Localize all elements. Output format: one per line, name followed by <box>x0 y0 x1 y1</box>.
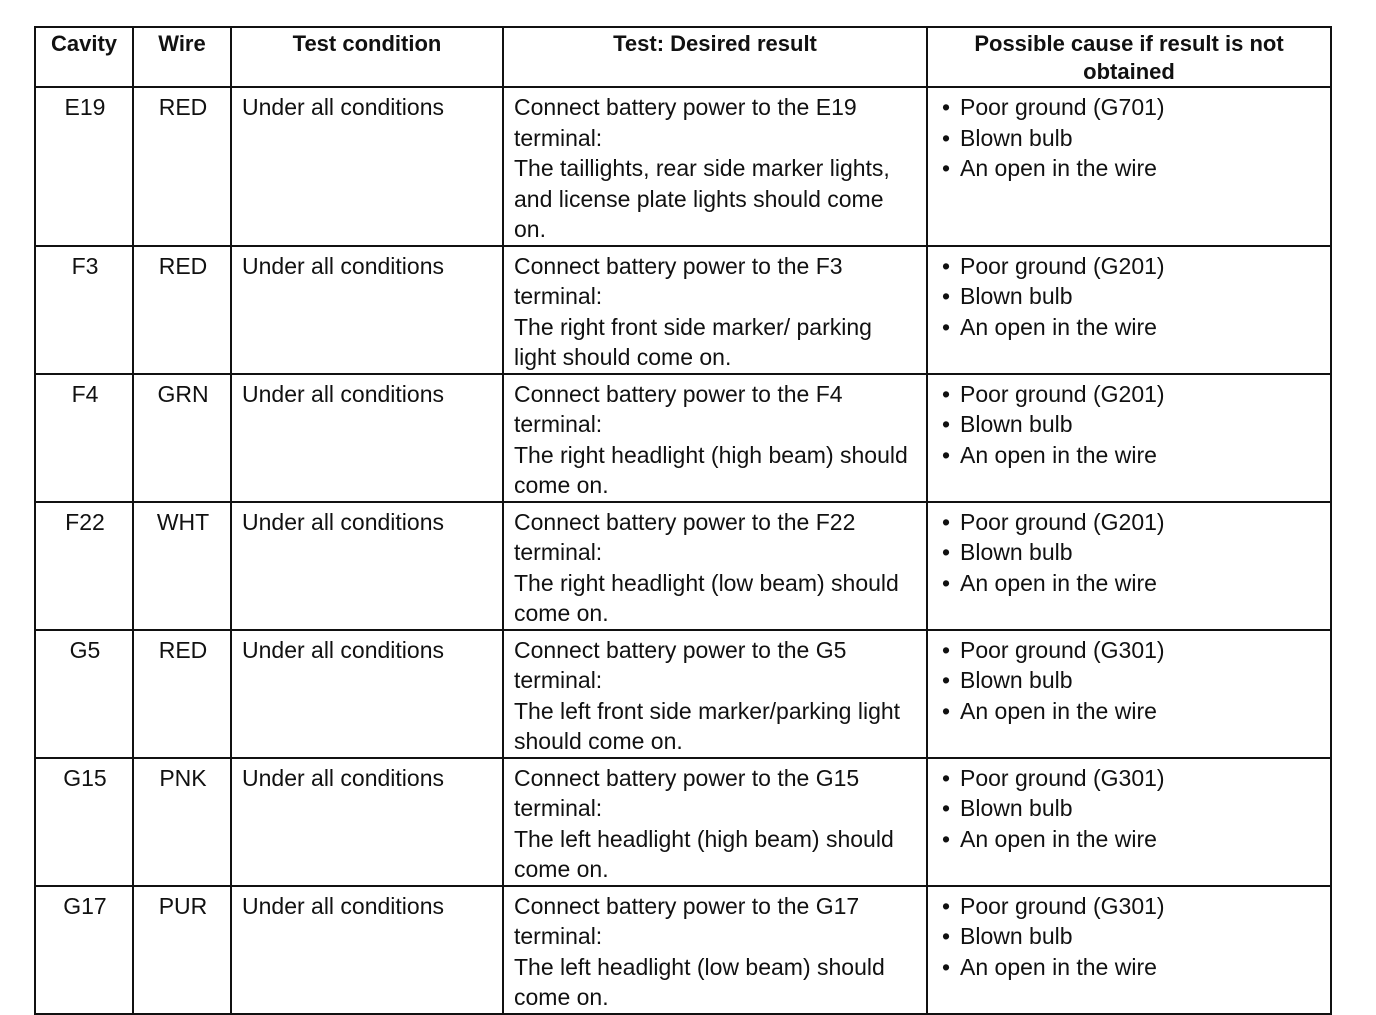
table-body <box>35 87 1331 1014</box>
cause-item: • Blown bulb <box>938 793 1322 824</box>
result-instruction: Connect battery power to the G5 terminal: <box>514 636 847 693</box>
wire-color-cell: GRN <box>133 374 231 502</box>
result-expectation: The left headlight (low beam) should come on. <box>514 953 885 1010</box>
result-expectation: The right headlight (low beam) should come on. <box>514 569 899 626</box>
header-desired-result: Test: Desired result <box>503 27 927 87</box>
result-expectation: The left front side marker/parking light should come on. <box>514 697 901 754</box>
cause-item: • Blown bulb <box>938 537 1322 568</box>
test-condition-cell: Under all conditions <box>231 246 503 374</box>
cause-list <box>938 92 1322 184</box>
cause-list <box>938 635 1322 727</box>
cavity-cell: G15 <box>35 758 133 886</box>
result-expectation: The right front side marker/ parking light should come on. <box>514 313 872 370</box>
cause-item: • An open in the wire <box>938 312 1322 343</box>
possible-cause-cell <box>927 630 1331 758</box>
possible-cause-cell <box>927 87 1331 246</box>
table-row <box>35 246 1331 374</box>
header-cavity: Cavity <box>35 27 133 87</box>
cause-item: • Poor ground (G701) <box>938 92 1322 123</box>
table-row <box>35 630 1331 758</box>
desired-result-cell <box>503 246 927 374</box>
cause-list <box>938 763 1322 855</box>
cause-list <box>938 891 1322 983</box>
cause-item: • An open in the wire <box>938 952 1322 983</box>
cause-list <box>938 379 1322 471</box>
possible-cause-cell <box>927 502 1331 630</box>
result-instruction: Connect battery power to the E19 terminal: <box>514 94 857 151</box>
possible-cause-cell <box>927 758 1331 886</box>
wire-color-cell: RED <box>133 246 231 374</box>
result-expectation: The left headlight (high beam) should come on. <box>514 825 894 882</box>
header-wire: Wire <box>133 27 231 87</box>
header-test-condition: Test condition <box>231 27 503 87</box>
wire-color-cell: PNK <box>133 758 231 886</box>
result-expectation: The taillights, rear side marker lights, and license plate lights should come on. <box>514 155 890 242</box>
table-row <box>35 87 1331 246</box>
test-condition-cell: Under all conditions <box>231 630 503 758</box>
cause-item: • Poor ground (G301) <box>938 891 1322 922</box>
cause-item: • Blown bulb <box>938 665 1322 696</box>
cavity-cell: F3 <box>35 246 133 374</box>
table-row <box>35 502 1331 630</box>
possible-cause-cell <box>927 886 1331 1014</box>
cause-item: • Poor ground (G301) <box>938 763 1322 794</box>
cause-item: • An open in the wire <box>938 824 1322 855</box>
cause-item: • Poor ground (G201) <box>938 507 1322 538</box>
cavity-cell: G17 <box>35 886 133 1014</box>
table-row <box>35 886 1331 1014</box>
wire-color-cell: PUR <box>133 886 231 1014</box>
desired-result-cell <box>503 502 927 630</box>
cause-item: • Poor ground (G201) <box>938 251 1322 282</box>
cause-item: • An open in the wire <box>938 153 1322 184</box>
cavity-cell: F22 <box>35 502 133 630</box>
cause-item: • An open in the wire <box>938 696 1322 727</box>
wire-color-cell: RED <box>133 87 231 246</box>
result-instruction: Connect battery power to the G15 terminal: <box>514 764 860 821</box>
test-condition-cell: Under all conditions <box>231 374 503 502</box>
result-instruction: Connect battery power to the G17 terminal: <box>514 892 860 949</box>
result-instruction: Connect battery power to the F4 terminal: <box>514 380 843 437</box>
test-condition-cell: Under all conditions <box>231 502 503 630</box>
table-row <box>35 758 1331 886</box>
result-instruction: Connect battery power to the F3 terminal: <box>514 252 843 309</box>
desired-result-cell <box>503 87 927 246</box>
cause-item: • Blown bulb <box>938 921 1322 952</box>
header-possible-cause: Possible cause if result is not obtained <box>927 27 1331 87</box>
cause-list <box>938 251 1322 343</box>
possible-cause-cell <box>927 246 1331 374</box>
cavity-cell: F4 <box>35 374 133 502</box>
cause-item: • Blown bulb <box>938 409 1322 440</box>
wire-color-cell: WHT <box>133 502 231 630</box>
test-condition-cell: Under all conditions <box>231 87 503 246</box>
test-condition-cell: Under all conditions <box>231 758 503 886</box>
test-condition-cell: Under all conditions <box>231 886 503 1014</box>
diagnostic-table <box>34 26 1332 1015</box>
cause-item: • Blown bulb <box>938 281 1322 312</box>
table-header-row <box>35 27 1331 87</box>
cause-item: • Blown bulb <box>938 123 1322 154</box>
possible-cause-cell <box>927 374 1331 502</box>
cavity-cell: E19 <box>35 87 133 246</box>
desired-result-cell <box>503 630 927 758</box>
desired-result-cell <box>503 374 927 502</box>
cause-list <box>938 507 1322 599</box>
cause-item: • An open in the wire <box>938 568 1322 599</box>
cause-item: • An open in the wire <box>938 440 1322 471</box>
cause-item: • Poor ground (G301) <box>938 635 1322 666</box>
desired-result-cell <box>503 758 927 886</box>
result-expectation: The right headlight (high beam) should come on. <box>514 441 908 498</box>
cause-item: • Poor ground (G201) <box>938 379 1322 410</box>
result-instruction: Connect battery power to the F22 terminal: <box>514 508 856 565</box>
table-row <box>35 374 1331 502</box>
cavity-cell: G5 <box>35 630 133 758</box>
wire-color-cell: RED <box>133 630 231 758</box>
desired-result-cell <box>503 886 927 1014</box>
